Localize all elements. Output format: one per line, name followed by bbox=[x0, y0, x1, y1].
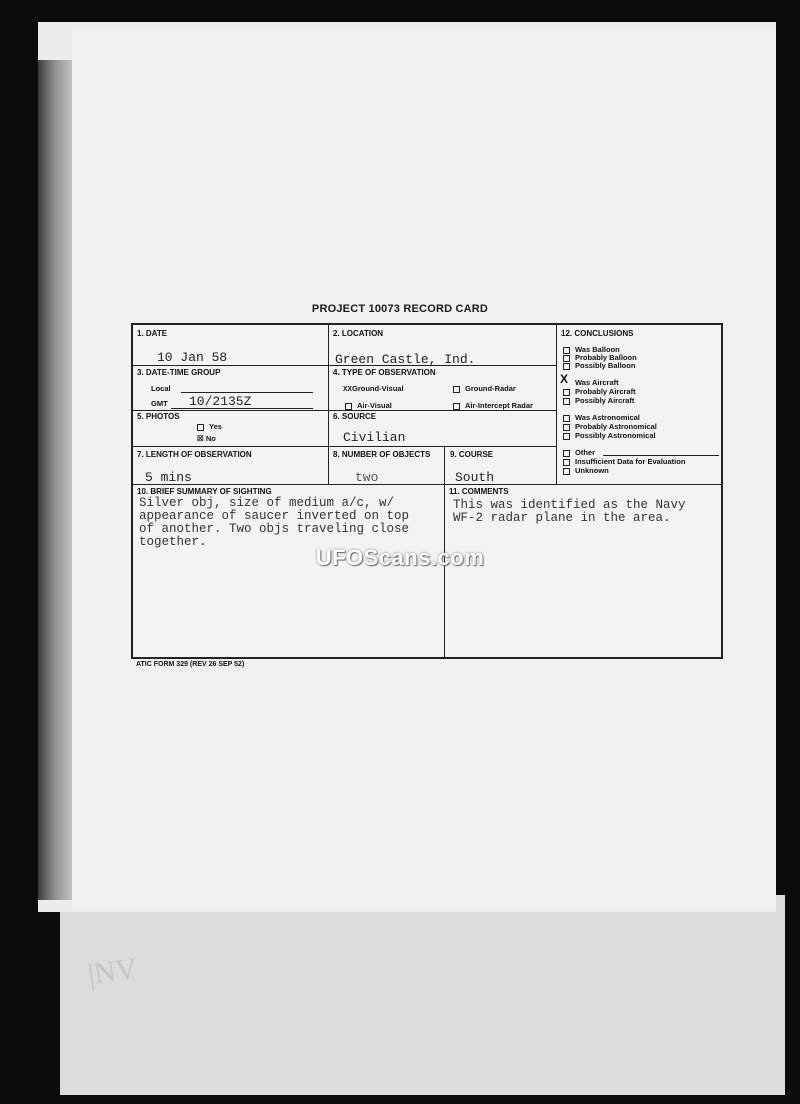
comments-label: 11. COMMENTS bbox=[449, 487, 509, 496]
conclusion-insufficient-data: Insufficient Data for Evaluation bbox=[563, 457, 685, 466]
checkbox-icon bbox=[563, 468, 570, 475]
conclusion-probably-aircraft: Probably Aircraft bbox=[563, 387, 636, 396]
length-value: 5 mins bbox=[145, 470, 192, 485]
checkbox-icon bbox=[563, 450, 570, 457]
location-label: 2. LOCATION bbox=[333, 329, 384, 338]
checkbox-icon bbox=[563, 433, 570, 440]
date-label: 1. DATE bbox=[137, 329, 168, 338]
dtg-cell bbox=[133, 366, 329, 411]
summary-label: 10. BRIEF SUMMARY OF SIGHTING bbox=[137, 487, 272, 496]
checkbox-icon bbox=[563, 389, 570, 396]
checkbox-icon bbox=[563, 363, 570, 370]
checkbox-icon bbox=[563, 415, 570, 422]
objects-value: two bbox=[355, 470, 379, 485]
checkbox-icon bbox=[563, 398, 570, 405]
check-mark-icon: X bbox=[560, 372, 569, 386]
length-label: 7. LENGTH OF OBSERVATION bbox=[137, 450, 252, 459]
watermark: UFOScans.com bbox=[315, 545, 485, 570]
conclusion-possibly-aircraft: Possibly Aircraft bbox=[563, 396, 634, 405]
form-number: ATIC FORM 329 (REV 26 SEP 52) bbox=[136, 661, 245, 668]
conclusion-possibly-astronomical: Possibly Astronomical bbox=[563, 431, 656, 440]
conclusion-possibly-balloon: Possibly Balloon bbox=[563, 361, 635, 370]
dtg-label: 3. DATE-TIME GROUP bbox=[137, 368, 221, 377]
comments-cell bbox=[445, 485, 721, 657]
location-cell bbox=[329, 325, 557, 366]
record-card bbox=[131, 323, 723, 659]
source-value: Civilian bbox=[343, 430, 406, 445]
location-value: Green Castle, Ind. bbox=[335, 352, 476, 367]
checkbox-icon bbox=[453, 403, 460, 410]
checkbox-icon bbox=[563, 380, 570, 387]
conclusion-probably-astronomical: Probably Astronomical bbox=[563, 422, 657, 431]
photos-label: 5. PHOTOS bbox=[137, 412, 180, 421]
conclusion-was-balloon: Was Balloon bbox=[563, 345, 620, 354]
observation-type-label: 4. TYPE OF OBSERVATION bbox=[333, 368, 436, 377]
checkbox-icon bbox=[345, 403, 352, 410]
checkbox-icon bbox=[563, 459, 570, 466]
photos-cell bbox=[133, 411, 329, 447]
source-label: 6. SOURCE bbox=[333, 412, 377, 421]
conclusion-unknown: Unknown bbox=[563, 466, 609, 475]
date-cell bbox=[133, 325, 329, 366]
conclusion-was-astronomical: Was Astronomical bbox=[563, 413, 640, 422]
photos-yes: Yes bbox=[197, 422, 222, 431]
local-line bbox=[181, 392, 313, 393]
local-label: Local bbox=[151, 384, 171, 393]
paper-back bbox=[60, 895, 785, 1095]
option-ground-visual: XXGround-Visual bbox=[343, 384, 404, 394]
checked-box-icon: ☒ bbox=[197, 434, 204, 443]
checkbox-icon bbox=[453, 386, 460, 393]
source-cell bbox=[329, 411, 557, 447]
course-value: South bbox=[455, 470, 495, 485]
conclusion-other: Other bbox=[563, 448, 595, 457]
other-line bbox=[603, 455, 719, 456]
course-label: 9. COURSE bbox=[450, 450, 494, 459]
gmt-line bbox=[171, 408, 313, 409]
checked-mark: XX bbox=[343, 386, 353, 394]
date-value: 10 Jan 58 bbox=[157, 350, 228, 365]
summary-cell bbox=[133, 485, 445, 657]
card-title: PROJECT 10073 RECORD CARD bbox=[311, 303, 489, 315]
conclusion-was-aircraft: Was Aircraft bbox=[563, 378, 619, 387]
conclusions-bottom bbox=[557, 477, 721, 485]
length-cell bbox=[133, 447, 329, 485]
objects-label: 8. NUMBER OF OBJECTS bbox=[333, 450, 431, 459]
checkbox-icon bbox=[197, 424, 204, 431]
checkbox-icon bbox=[563, 424, 570, 431]
observation-type-cell bbox=[329, 366, 557, 411]
gmt-label: GMT bbox=[151, 399, 168, 408]
objects-cell bbox=[329, 447, 445, 485]
conclusion-probably-balloon: Probably Balloon bbox=[563, 353, 637, 362]
faded-handwriting: |NV bbox=[85, 951, 140, 992]
gmt-value: 10/2135Z bbox=[189, 394, 252, 409]
summary-text: Silver obj, size of medium a/c, w/ appearance of saucer inverted on top of another. Two objs traveling close together. bbox=[139, 496, 410, 549]
course-cell bbox=[445, 447, 557, 485]
option-air-intercept-radar: Air-Intercept Radar bbox=[453, 401, 533, 410]
conclusions-label: 12. CONCLUSIONS bbox=[561, 329, 634, 338]
comments-text: This was identified as the Navy WF-2 radar plane in the area. bbox=[453, 498, 686, 525]
option-ground-radar: Ground-Radar bbox=[453, 384, 516, 393]
photos-no: ☒ No bbox=[197, 434, 216, 443]
option-air-visual: Air-Visual bbox=[345, 401, 392, 410]
